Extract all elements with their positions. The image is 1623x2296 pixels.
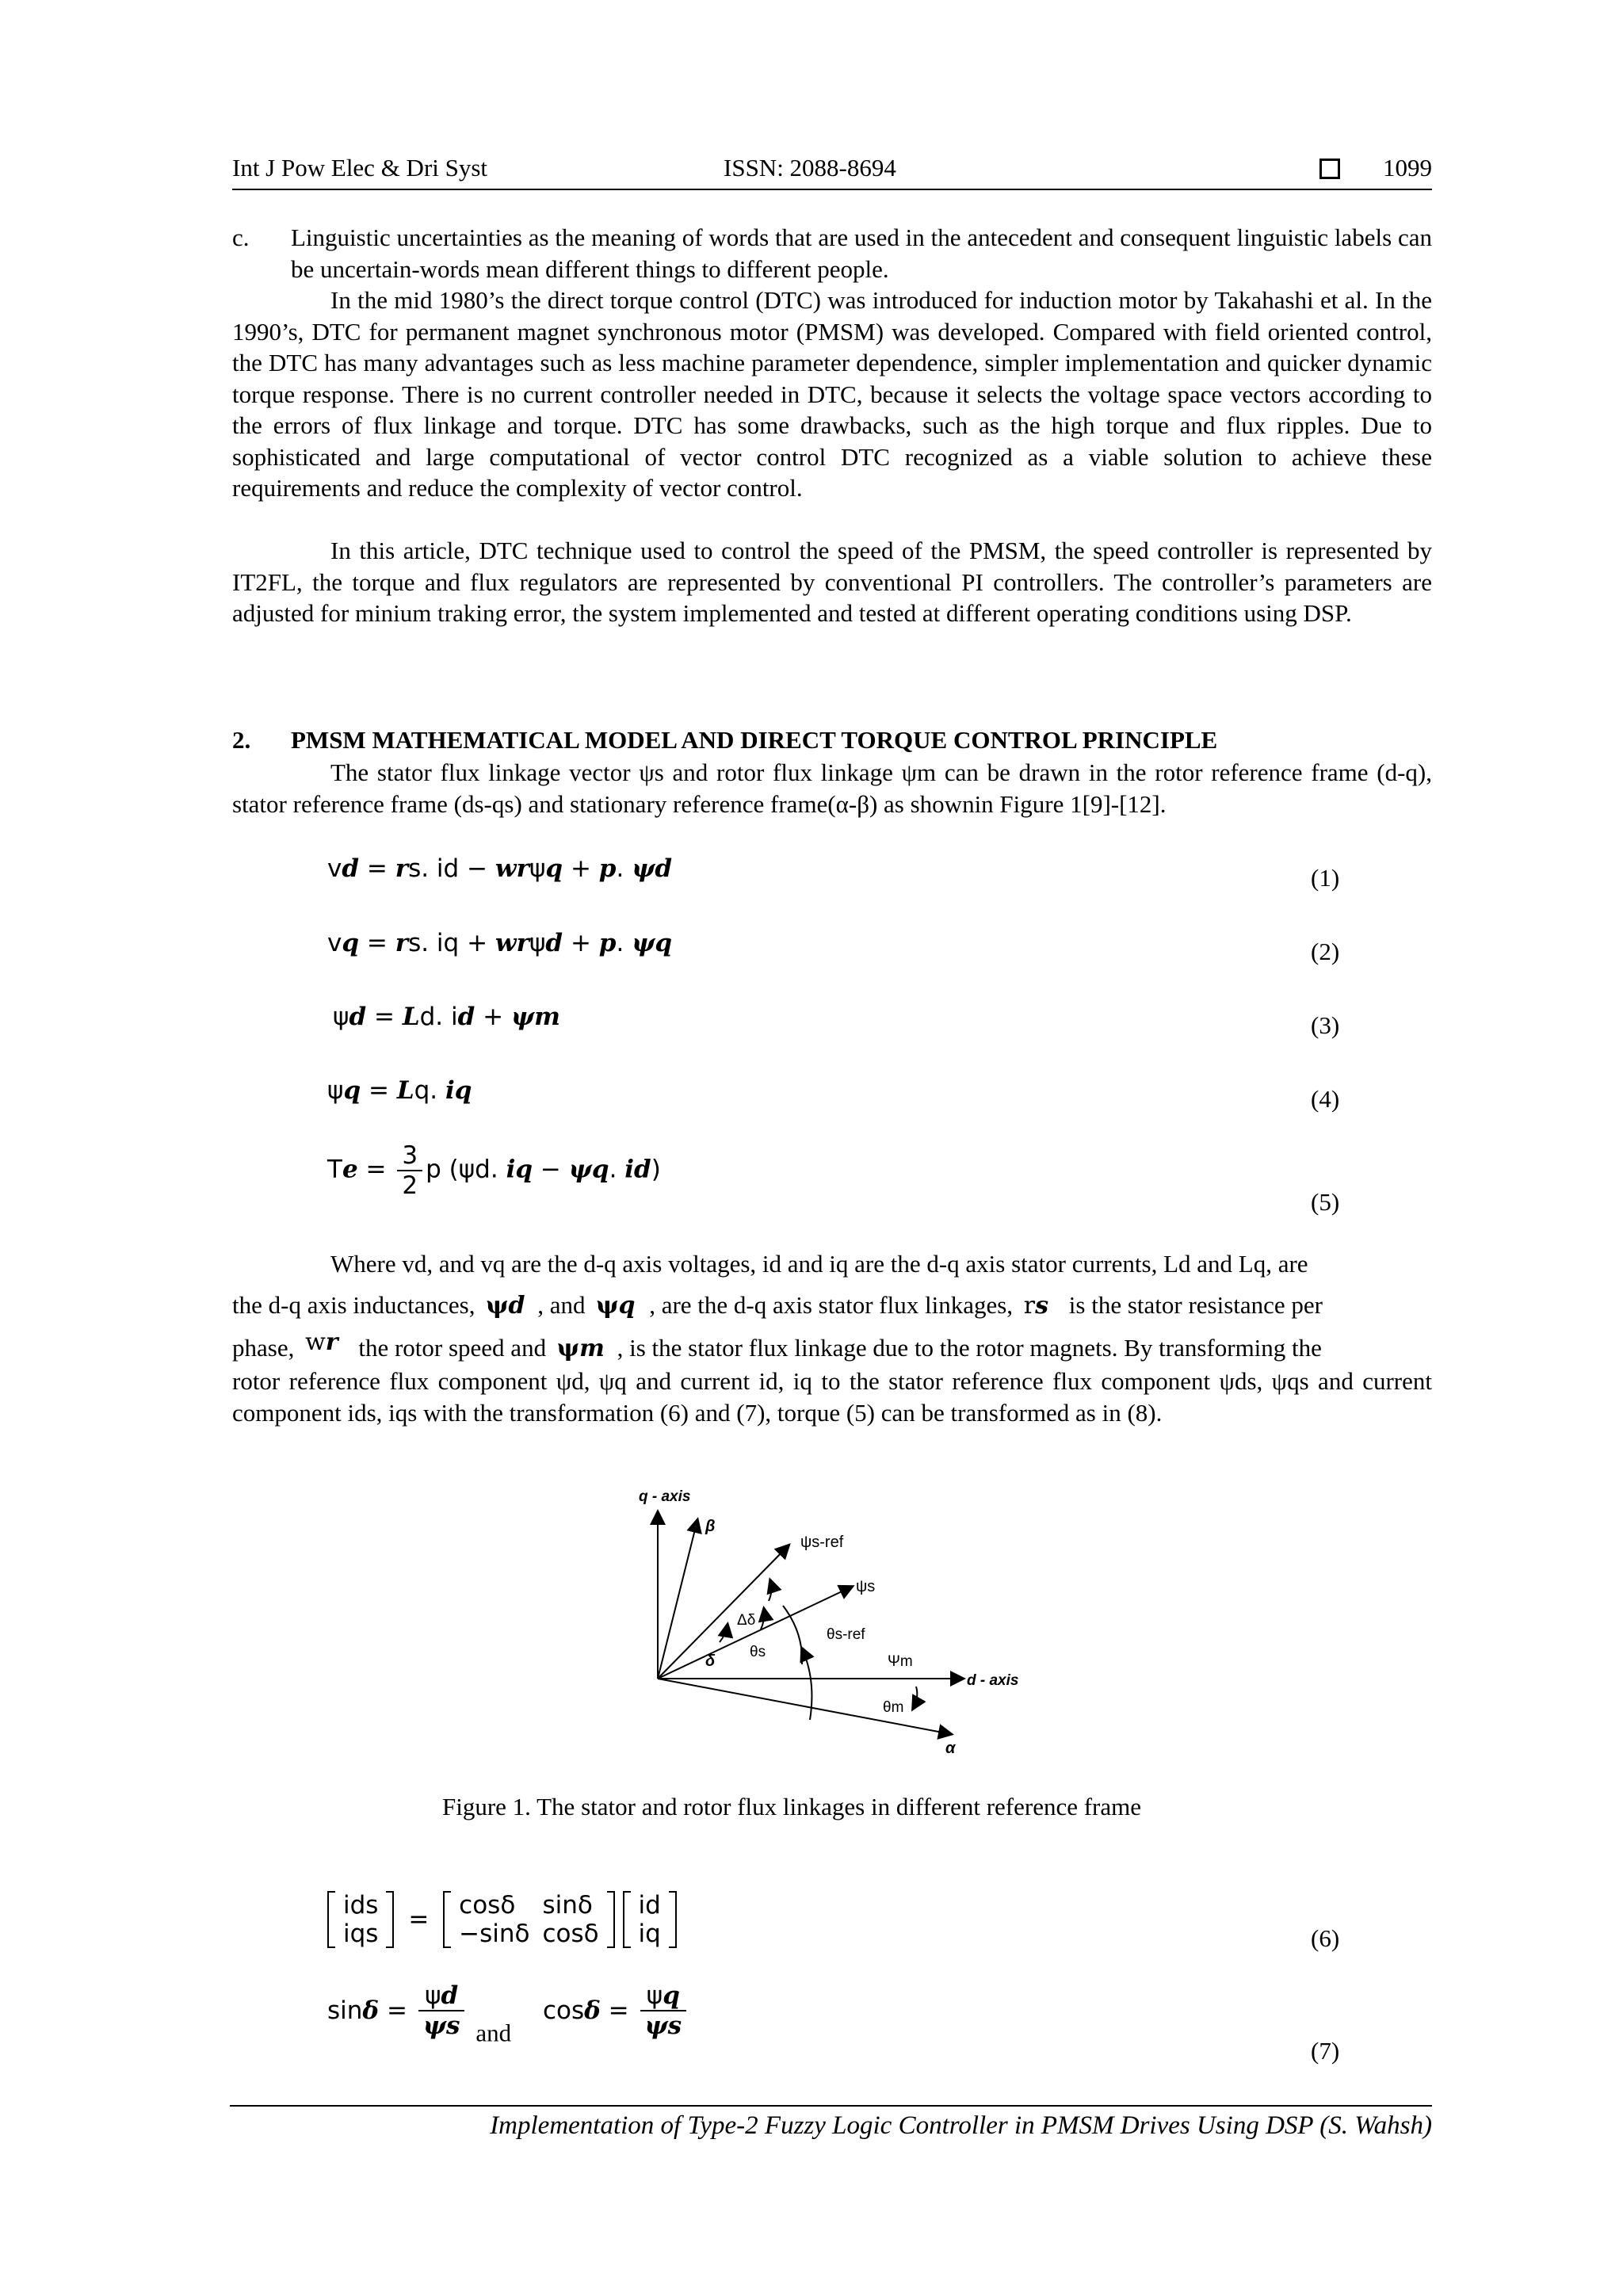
d-axis-label: d - axis [967, 1672, 1019, 1689]
equation-1: vd = rs. id − wrψq + p. ψd [327, 854, 673, 883]
equation-6: ids iqs = cosδ sinδ −sinδ cosδ id iq [327, 1891, 677, 1948]
equation-number: (2) [1311, 938, 1340, 965]
paragraph: In the mid 1980’s the direct torque control (DTC) was introduced for induction motor by Takahashi et al. In the 1990’s, DTC for permanent magnet synchronous motor (PMSM) was developed. Compared with field oriented control, the DTC has many advantages such as less machine parameter dependence, simpler implementation and quicker dynamic torque response. There is no current controller needed in DTC, because it selects the voltage space vectors according to the errors of flux linkage and torque. DTC has some drawbacks, such as the high torque and flux ripples. Due to sophisticated and large computational of vector control DTC recognized as a viable solution to achieve these requirements and reduce the complexity of vector control. [232, 286, 1432, 502]
paragraph: The stator flux linkage vector ψs and rotor flux linkage ψm can be drawn in the rotor reference frame (d-q), stator reference frame (ds-qs) and stationary reference frame(α-β) as shownin Figure 1[9]-[12]. [232, 758, 1432, 818]
header-rule [232, 189, 1432, 190]
footer-rule [230, 2105, 1432, 2107]
theta-s-ref-arc [802, 1648, 812, 1720]
psi-s-line [658, 1587, 852, 1679]
list-item [232, 222, 1432, 285]
theta-m-arc [913, 1687, 917, 1709]
equation-number: (6) [1311, 1924, 1340, 1952]
equation-number: (7) [1311, 2037, 1340, 2065]
theta-s-label: θs [750, 1644, 766, 1660]
matrix-ids-iqs: ids iqs [327, 1891, 394, 1948]
delta-label: δ [705, 1652, 716, 1670]
equation-number: (4) [1311, 1085, 1340, 1113]
delta-delta-arc [769, 1580, 772, 1601]
equation-number: (5) [1311, 1188, 1340, 1216]
equation-3: ψd = Ld. id + ψm [333, 1003, 560, 1031]
page-header [232, 154, 1432, 189]
figure-caption: Figure 1. The stator and rotor flux linkages in different reference frame [442, 1793, 1142, 1820]
paragraph: In this article, DTC technique used to control the speed of the PMSM, the speed controller is represented by IT2FL, the torque and flux regulators are represented by conventional PI controllers. The controller’s parameters are adjusted for minium traking error, the system implemented and tested at different operating conditions using DSP. [232, 537, 1432, 627]
paragraph-line: the d-q axis inductances, ψd , and ψq , are the d-q axis stator flux linkages, rs is the stator resistance per [232, 1291, 1323, 1320]
equation-7: sinδ = $\frac{\psi d}{\psi s}$ and cosδ = $\frac{\psi q}{\psi s}$ [327, 1981, 689, 2048]
paragraph: rotor reference flux component ψd, ψq and current id, iq to the stator reference flux component ψds, ψqs and current component ids, iqs with the transformation (6) and (7), torque (5) can be transformed as in (8). [232, 1367, 1432, 1427]
delta-delta-label: Δδ [737, 1612, 756, 1629]
list-label: c. [232, 223, 250, 251]
section-number: 2. [232, 726, 251, 754]
psi-s-ref-label: ψs-ref [800, 1534, 844, 1551]
journal-name: Int J Pow Elec & Dri Syst [232, 154, 488, 181]
page-number: 1099 [1383, 154, 1432, 181]
equation-4: ψq = Lq. iq [327, 1076, 472, 1105]
equation-number: (3) [1311, 1011, 1340, 1039]
figure-reference-frames [626, 1482, 1046, 1759]
issn: ISSN: 2088-8694 [724, 154, 896, 181]
alpha-label: α [945, 1740, 956, 1757]
paragraph-line: phase, wr the rotor speed and ψm , is the stator flux linkage due to the rotor magnets. By transforming the [232, 1328, 1322, 1362]
q-axis-label: q - axis [639, 1488, 691, 1505]
beta-label: β [705, 1518, 716, 1535]
page-footer: Implementation of Type-2 Fuzzy Logic Controller in PMSM Drives Using DSP (S. Wahsh) [490, 2111, 1432, 2140]
theta-s-arc [761, 1609, 765, 1629]
square-icon [1319, 159, 1340, 179]
psi-s-label: ψs [856, 1578, 876, 1595]
section-title: PMSM MATHEMATICAL MODEL AND DIRECT TORQUE CONTROL PRINCIPLE [291, 726, 1218, 754]
equation-2: vq = rs. iq + wrψd + p. ψq [327, 929, 673, 957]
delta-arc [720, 1625, 727, 1642]
matrix-id-iq: id iq [623, 1891, 677, 1948]
beta-axis-line [658, 1520, 697, 1679]
matrix-rotation: cosδ sinδ −sinδ cosδ [443, 1891, 615, 1948]
theta-s-ref-label: θs-ref [827, 1626, 865, 1643]
alpha-axis-line [658, 1679, 951, 1734]
equation-number: (1) [1311, 864, 1340, 892]
psi-s-ref-line [658, 1545, 789, 1679]
paragraph-line: Where vd, and vq are the d-q axis voltages, id and iq are the d-q axis stator currents, Ld and Lq, are [330, 1250, 1308, 1278]
list-text: Linguistic uncertainties as the meaning of words that are used in the antecedent and consequent linguistic labels can be uncertain-words mean different things to different people. [291, 223, 1432, 283]
psi-m-label: Ψm [888, 1653, 913, 1670]
equation-5: Te = $\frac{3}{2}$ p (ψd. iq − ψq. id) [327, 1141, 661, 1200]
theta-m-label: θm [883, 1699, 904, 1716]
